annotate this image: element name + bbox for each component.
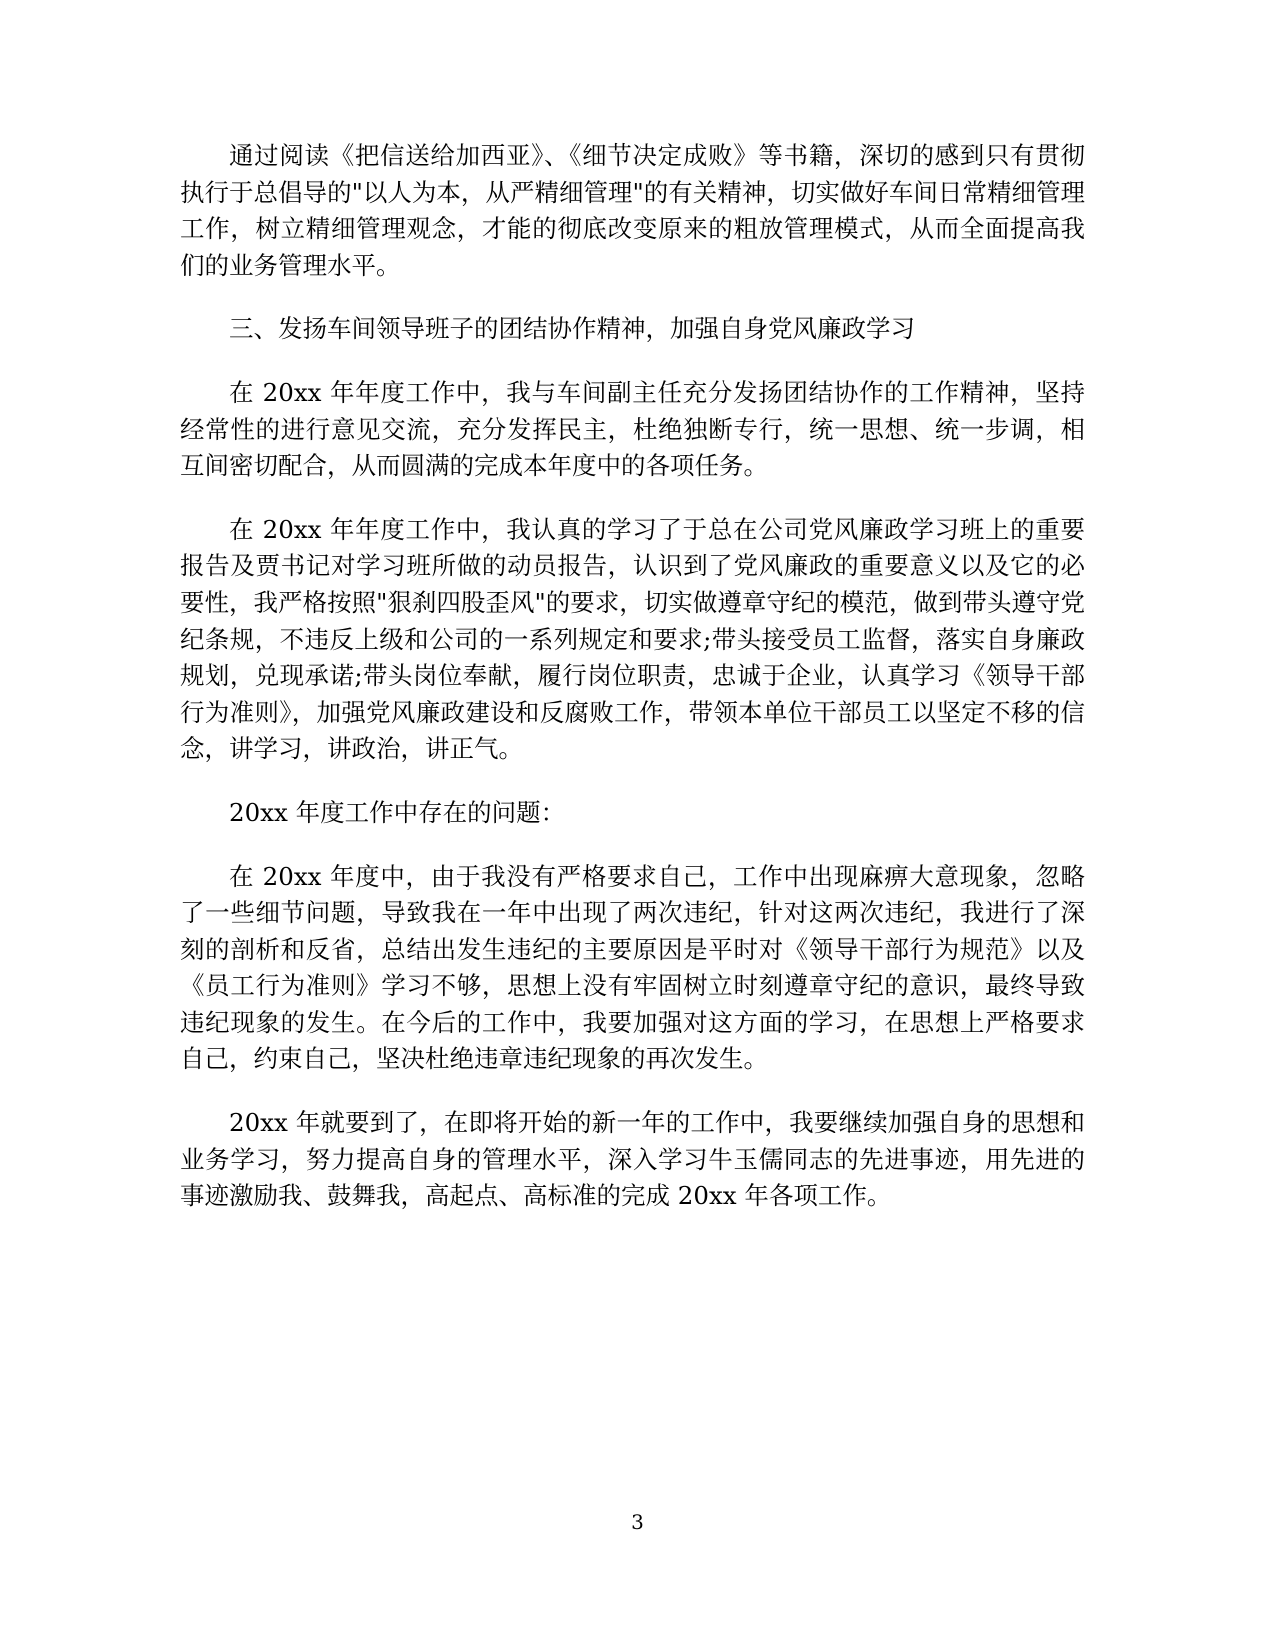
problems-heading: 20xx 年度工作中存在的问题：	[229, 797, 566, 827]
page-number: 3	[631, 1510, 644, 1534]
section-heading-three: 三、发扬车间领导班子的团结协作精神，加强自身党风廉政学习	[229, 314, 915, 344]
paragraph-reading-books: 通过阅读《把信送给加西亚》、《细节决定成败》等书籍，深切的感到只有贯彻执行于总倡导的"以人为本，从严精细管理"的有关精神，切实做好车间日常精细管理工作，树立精细管理观念，才能的彻底改变原来的粗放管理模式，从而全面提高我们的业务管理水平。	[180, 141, 1085, 280]
page-body	[180, 138, 1085, 1242]
paragraph-next-year: 20xx 年就要到了，在即将开始的新一年的工作中，我要继续加强自身的思想和业务学习，努力提高自身的管理水平，深入学习牛玉儒同志的先进事迹，用先进的事迹激励我、鼓舞我，高起点、高标准的完成 20xx 年各项工作。	[180, 1108, 1085, 1211]
paragraph-teamwork: 在 20xx 年年度工作中，我与车间副主任充分发扬团结协作的工作精神，坚持经常性的进行意见交流，充分发挥民主，杜绝独断专行，统一思想、统一步调，相互间密切配合，从而圆满的完成本年度中的各项任务。	[180, 377, 1085, 481]
paragraph-problems: 在 20xx 年度中，由于我没有严格要求自己，工作中出现麻痹大意现象，忽略了一些细节问题，导致我在一年中出现了两次违纪，针对这两次违纪，我进行了深刻的剖析和反省，总结出发生违纪的主要原因是平时对《领导干部行为规范》以及《员工行为准则》学习不够，思想上没有牢固树立时刻遵章守纪的意识，最终导致违纪现象的发生。在今后的工作中，我要加强对这方面的学习，在思想上严格要求自己，约束自己，坚决杜绝违章违纪现象的再次发生。	[180, 861, 1085, 1074]
paragraph-integrity-study: 在 20xx 年年度工作中，我认真的学习了于总在公司党风廉政学习班上的重要报告及贾书记对学习班所做的动员报告，认识到了党风廉政的重要意义以及它的必要性，我严格按照"狠刹四股歪风"的要求，切实做遵章守纪的模范，做到带头遵守党纪条规，不违反上级和公司的一系列规定和要求;带头接受员工监督，落实自身廉政规划，兑现承诺;带头岗位奉献，履行岗位职责，忠诚于企业，认真学习《领导干部行为准则》，加强党风廉政建设和反腐败工作，带领本单位干部员工以坚定不移的信念，讲学习，讲政治，讲正气。	[180, 514, 1085, 764]
